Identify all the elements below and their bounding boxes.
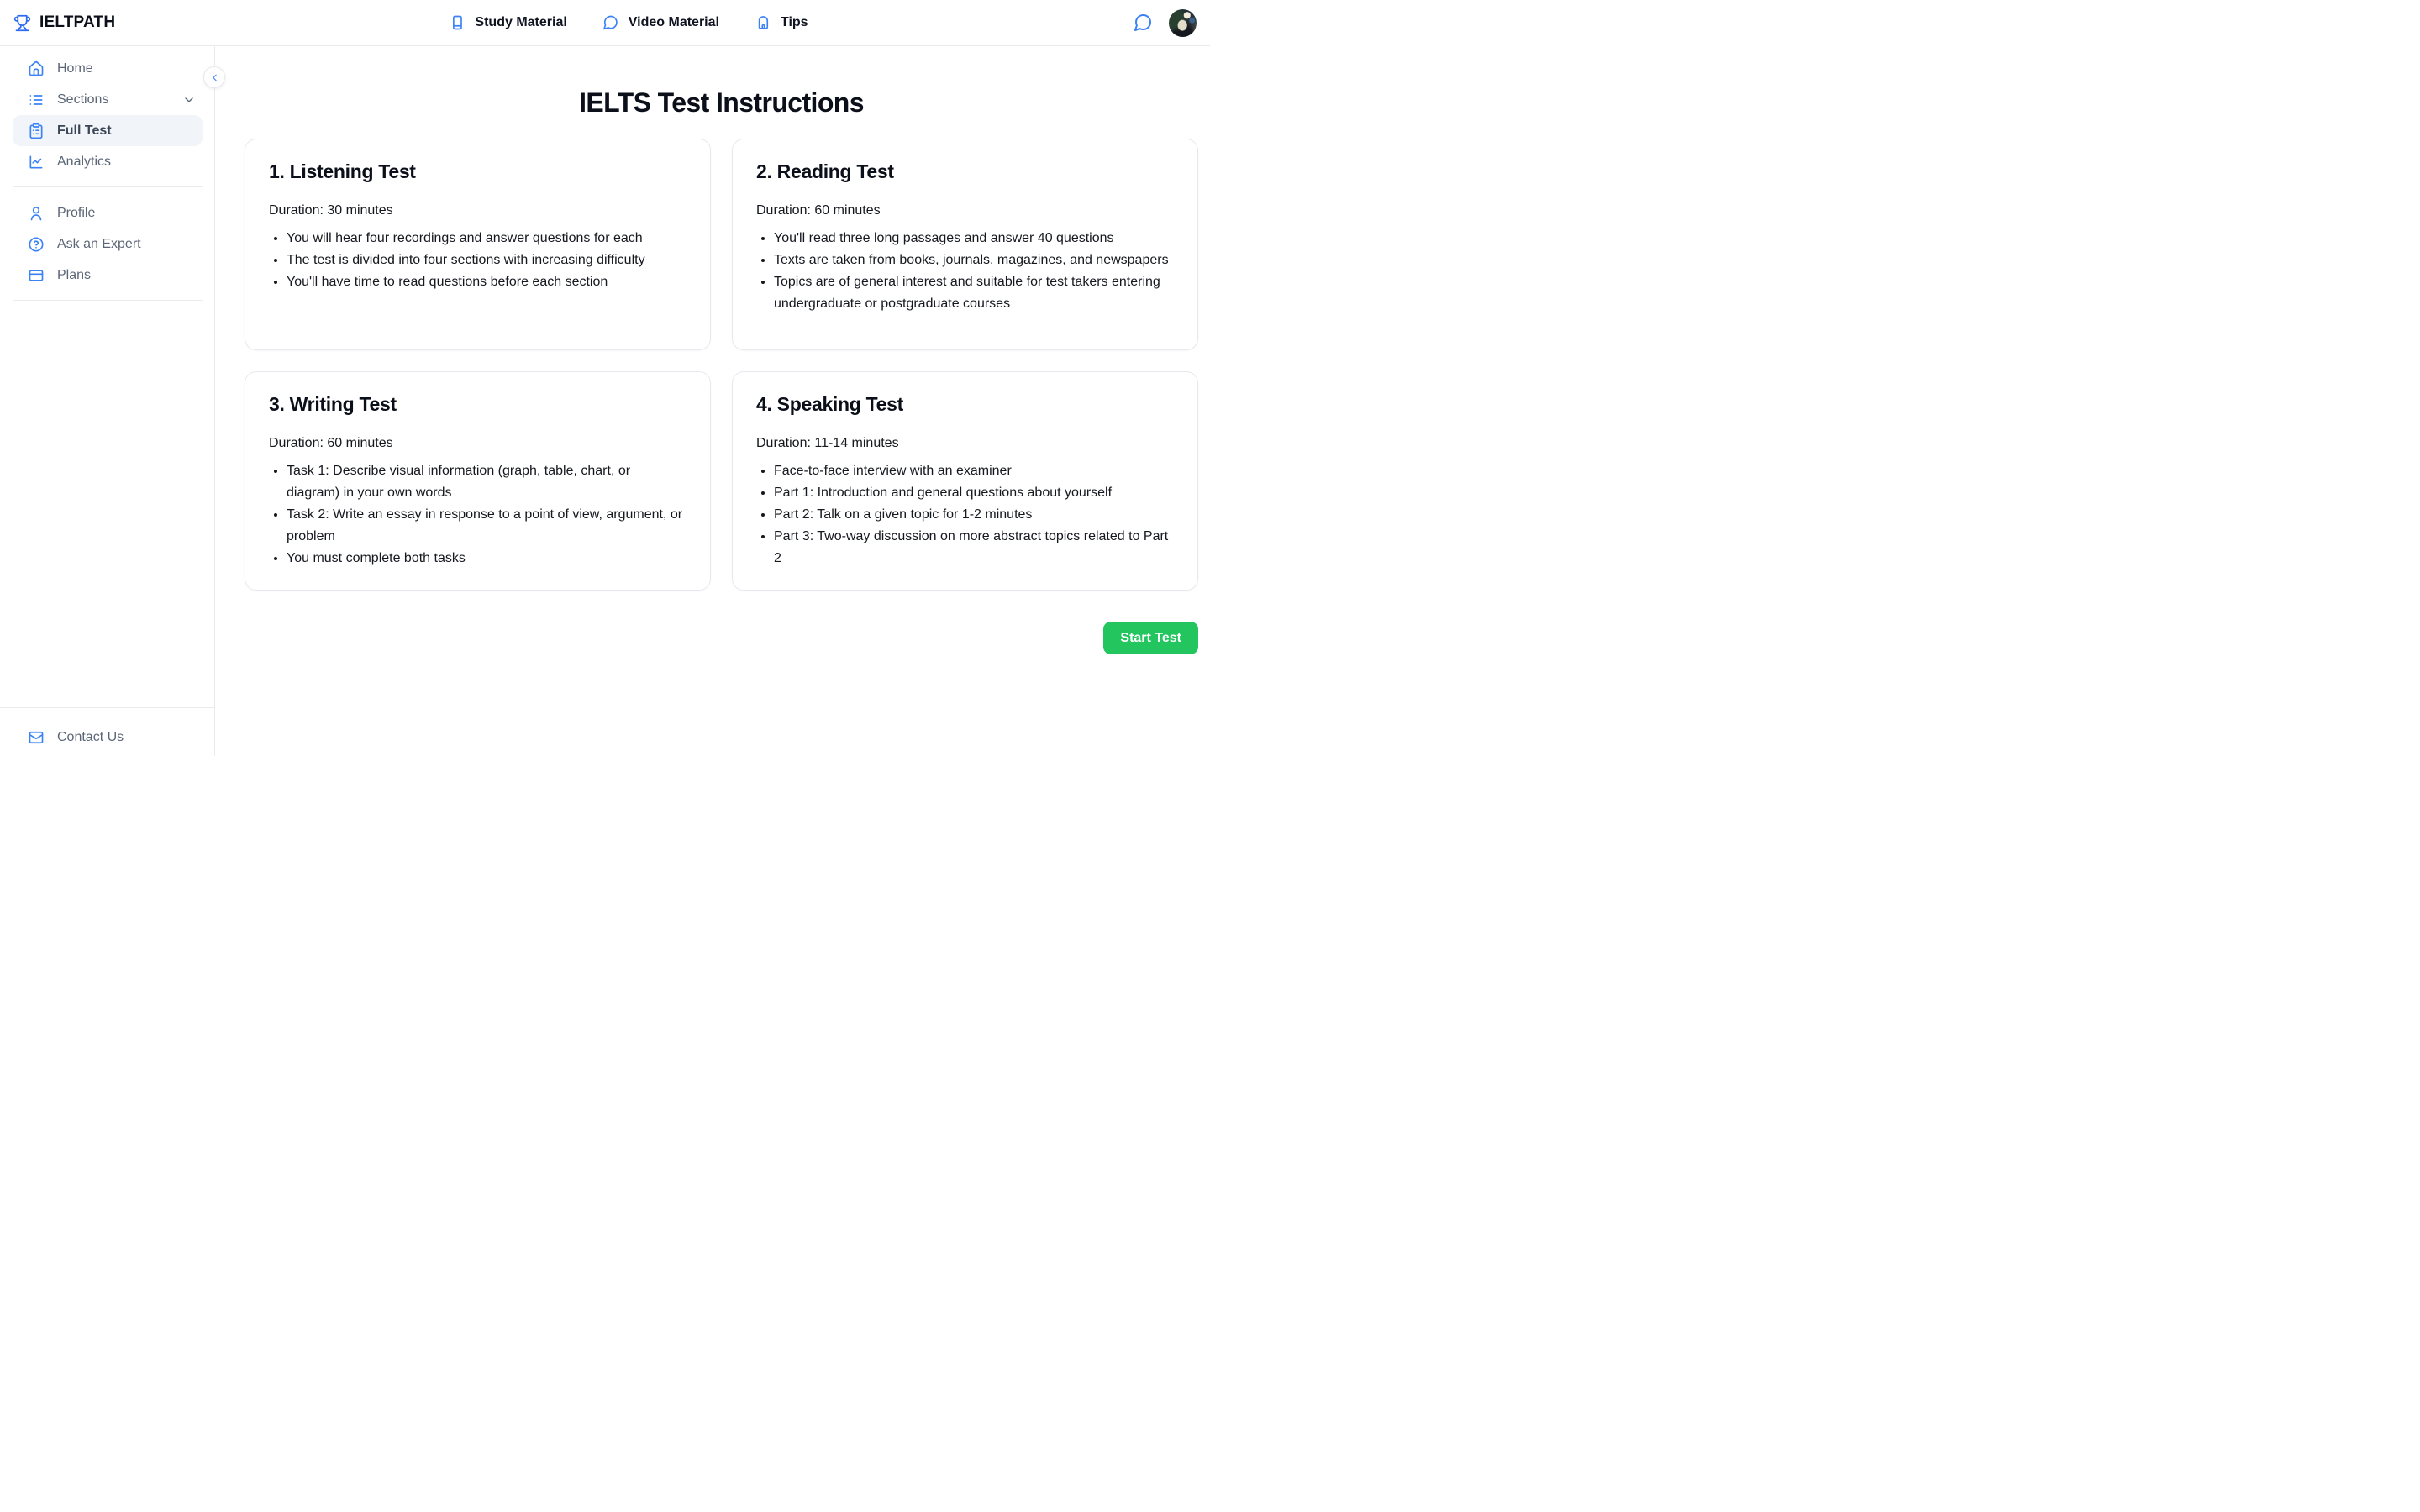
page-layout [0,46,1210,756]
card-title: 2. Reading Test [756,160,894,182]
card-bullet-list [269,228,687,293]
actions-row [245,622,1198,654]
card-bullet: • Texts are taken from books, journals, magazines, and newspapers [774,249,1174,271]
card-title: 3. Writing Test [269,393,397,415]
instruction-card [245,139,711,350]
sidebar-groups [13,53,203,301]
user-avatar[interactable] [1169,9,1197,37]
instruction-cards [245,139,1198,591]
nav-item-tips[interactable] [755,14,808,31]
sidebar-item-ask-an-expert[interactable] [13,228,203,260]
sidebar-collapse-button[interactable] [203,66,225,88]
sidebar-item-label: Home [57,60,93,76]
sidebar-item-label: Sections [57,92,109,107]
chat-button[interactable] [1133,13,1153,33]
sidebar-footer [0,707,214,756]
card-bullet: • Task 1: Describe visual information (graph, table, chart, or diagram) in your own words [287,460,687,504]
credit-card-icon [28,267,45,284]
card-bullet: • Part 3: Two-way discussion on more abstract topics related to Part 2 [774,526,1174,570]
card-bullet: • You will hear four recordings and answer questions for each [287,228,687,249]
sidebar-item-sections[interactable] [13,84,203,115]
card-title: 1. Listening Test [269,160,416,182]
navbar-right [1133,9,1197,37]
card-bullet: • Face-to-face interview with an examiner [774,460,1174,482]
card-bullet: • You'll read three long passages and answer 40 questions [774,228,1174,249]
card-duration: Duration: 30 minutes [269,203,393,218]
sidebar-item-analytics[interactable] [13,146,203,177]
trophy-icon [13,14,31,32]
card-bullet: • You must complete both tasks [287,548,687,570]
brand-name: IELTPATH [39,13,116,31]
nav-item-label: Study Material [475,15,567,29]
main-navigation [449,0,808,45]
sidebar-divider [13,186,203,187]
card-bullet: • Part 2: Talk on a given topic for 1-2 minutes [774,504,1174,526]
card-bullet-list [756,228,1174,315]
sidebar-item-label: Full Test [57,123,112,138]
sidebar-item-label: Profile [57,205,96,220]
book-icon [449,14,466,31]
instruction-card [732,371,1198,591]
nav-item-label: Tips [780,15,808,29]
chart-line-icon [28,154,45,171]
mail-icon [28,729,45,746]
nav-item-label: Video Material [628,15,719,29]
sidebar-item-full-test[interactable] [13,115,203,146]
card-title: 4. Speaking Test [756,393,903,415]
top-navbar [0,0,1210,46]
sidebar-item-home[interactable] [13,53,203,84]
sidebar-divider [13,300,203,301]
card-bullet: • Topics are of general interest and suitable for test takers entering undergraduate or postgraduate courses [774,271,1174,315]
sidebar-item-label: Ask an Expert [57,236,141,251]
clipboard-icon [28,123,45,139]
lightbulb-icon [755,14,771,31]
nav-item-video-material[interactable] [602,14,719,31]
nav-item-study-material[interactable] [449,14,566,31]
card-duration: Duration: 11-14 minutes [756,436,899,450]
instruction-card [732,139,1198,350]
user-icon [28,205,45,222]
home-icon [28,60,45,77]
question-circle-icon [28,236,45,253]
card-bullet: • You'll have time to read questions before each section [287,271,687,293]
sidebar-item-profile[interactable] [13,197,203,228]
sidebar [0,46,215,756]
card-bullet: • Part 1: Introduction and general questions about yourself [774,482,1174,504]
instruction-card [245,371,711,591]
card-bullet-list [756,460,1174,570]
page-title: IELTS Test Instructions [579,87,864,118]
sidebar-item-label: Analytics [57,154,112,169]
sidebar-item-plans[interactable] [13,260,203,291]
chevron-left-icon [209,72,220,83]
speech-bubble-icon [602,14,619,31]
card-bullet-list [269,460,687,570]
chevron-down-icon [182,93,196,107]
card-duration: Duration: 60 minutes [756,203,881,218]
start-test-button[interactable]: Start Test [1103,622,1198,654]
card-bullet: • Task 2: Write an essay in response to a point of view, argument, or problem [287,504,687,548]
chat-bubble-icon [1133,13,1153,33]
main-content [215,46,1210,756]
sidebar-item-label: Plans [57,267,92,282]
sidebar-item-label: Contact Us [57,729,124,744]
brand-logo[interactable] [13,13,115,32]
card-bullet: • The test is divided into four sections with increasing difficulty [287,249,687,271]
list-icon [28,92,45,108]
sidebar-item-contact-us[interactable] [13,722,203,753]
card-duration: Duration: 60 minutes [269,436,393,450]
